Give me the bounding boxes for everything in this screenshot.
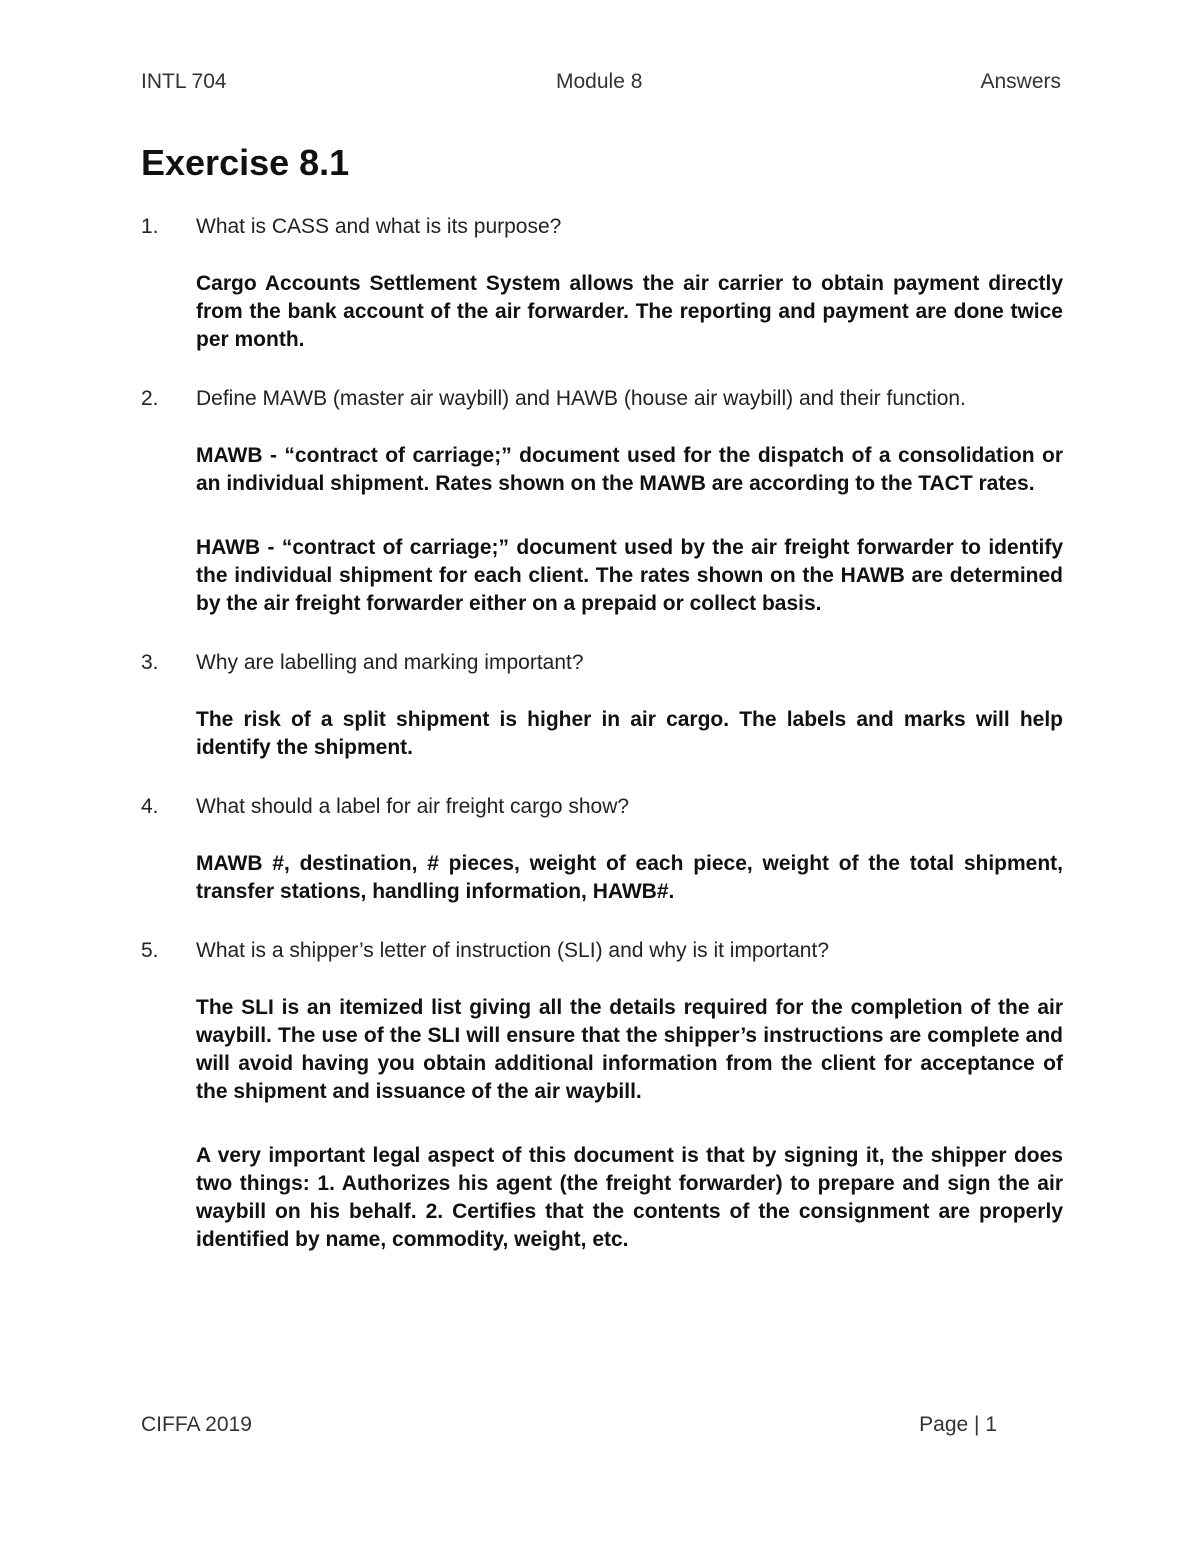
answer-paragraph: HAWB - “contract of carriage;” document used by the air freight forwarder to identify the individual shipment for each client. The rates shown on the HAWB are determined by the air freight forwarder either on a prepaid or collect basis. — [196, 536, 1063, 615]
question-number: 5. — [141, 939, 159, 962]
question-number: 1. — [141, 215, 159, 238]
answer-paragraph: MAWB - “contract of carriage;” document used for the dispatch of a consolidation or an individual shipment. Rates shown on the MAWB are according to the TACT rates. — [196, 444, 1063, 495]
question-text: What should a label for air freight cargo show? — [196, 795, 630, 818]
question-3 — [141, 648, 1063, 678]
question-text: What is CASS and what is its purpose? — [196, 215, 562, 238]
question-1 — [141, 212, 1063, 242]
answer-paragraph: A very important legal aspect of this document is that by signing it, the shipper does two things: 1. Authorizes his agent (the freight forwarder) to prepare and sign the air waybill on his behalf. 2. Certifies that the contents of the consignment are properly identified by name, commodity, weight, etc. — [196, 1144, 1063, 1251]
question-text: Define MAWB (master air waybill) and HAWB (house air waybill) and their function. — [196, 387, 966, 410]
question-block-4 — [141, 792, 1063, 906]
page-footer — [141, 1413, 997, 1441]
header-course-code: INTL 704 — [141, 70, 227, 93]
answer-paragraph: MAWB #, destination, # pieces, weight of each piece, weight of the total shipment, transfer stations, handling information, HAWB#. — [196, 852, 1063, 903]
question-list — [141, 212, 1063, 1254]
question-block-1 — [141, 212, 1063, 354]
question-number: 4. — [141, 795, 159, 818]
header-module: Module 8 — [556, 70, 643, 93]
footer-organization: CIFFA 2019 — [141, 1413, 252, 1436]
page-header — [141, 70, 1061, 98]
answer-paragraph: The risk of a split shipment is higher in air cargo. The labels and marks will help identify the shipment. — [196, 708, 1063, 759]
answer-paragraph: Cargo Accounts Settlement System allows the air carrier to obtain payment directly from the bank account of the air forwarder. The reporting and payment are done twice per month. — [196, 272, 1063, 351]
question-block-2 — [141, 384, 1063, 618]
question-5 — [141, 936, 1063, 966]
question-text: Why are labelling and marking important? — [196, 651, 584, 674]
question-4 — [141, 792, 1063, 822]
question-block-5 — [141, 936, 1063, 1254]
question-number: 3. — [141, 651, 159, 674]
answer-paragraph: The SLI is an itemized list giving all the details required for the completion of the air waybill. The use of the SLI will ensure that the shipper’s instructions are complete and will avoid having you obtain additional information from the client for acceptance of the shipment and issuance of the air waybill. — [196, 996, 1063, 1103]
question-text: What is a shipper’s letter of instruction (SLI) and why is it important? — [196, 939, 829, 962]
question-block-3 — [141, 648, 1063, 762]
header-answers-label: Answers — [980, 70, 1061, 93]
question-number: 2. — [141, 387, 159, 410]
exercise-title: Exercise 8.1 — [141, 142, 350, 183]
footer-page-number: Page | 1 — [919, 1413, 997, 1436]
question-2 — [141, 384, 1063, 414]
